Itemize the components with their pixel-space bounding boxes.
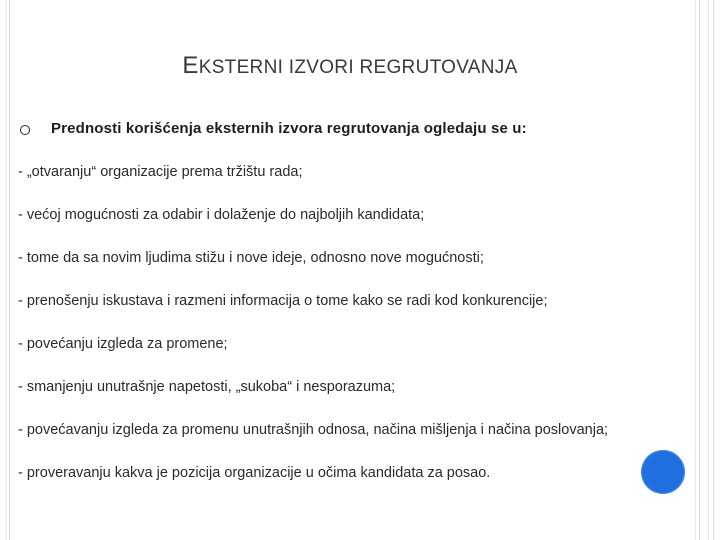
list-item: - većoj mogućnosti za odabir i dolaženje do najboljih kandidata;	[18, 207, 425, 223]
list-item: - prenošenju iskustava i razmeni informacija o tome kako se radi kod konkurencije;	[18, 293, 548, 309]
title-first-letter: E	[182, 52, 199, 79]
list-item: - tome da sa novim ljudima stižu i nove ideje, odnosno nove mogućnosti;	[18, 250, 484, 266]
right-decorative-rule	[708, 0, 709, 540]
list-item: - smanjenju unutrašnje napetosti, „sukoba“ i nesporazuma;	[18, 379, 396, 395]
left-decorative-rule	[6, 0, 7, 540]
bullet-text: Prednosti korišćenja eksternih izvora regrutovanja ogledaju se u:	[51, 120, 527, 137]
circle-bullet-icon	[20, 125, 30, 135]
right-decorative-rule	[695, 0, 696, 540]
title-rest: KSTERNI IZVORI REGRUTOVANJA	[198, 57, 518, 78]
list-item: - „otvaranju“ organizacije prema tržištu rada;	[18, 164, 303, 180]
list-item: - povećanju izgleda za promene;	[18, 336, 228, 352]
list-item: - proveravanju kakva je pozicija organizacije u očima kandidata za posao.	[18, 465, 491, 481]
right-decorative-rule	[713, 0, 714, 540]
list-item: - povećavanju izgleda za promenu unutrašnjih odnosa, načina mišljenja i načina poslovanja;	[18, 422, 609, 438]
blue-circle-decoration	[641, 450, 685, 494]
slide-title	[0, 52, 700, 80]
right-decorative-rule	[699, 0, 700, 540]
left-decorative-rule	[9, 0, 10, 540]
